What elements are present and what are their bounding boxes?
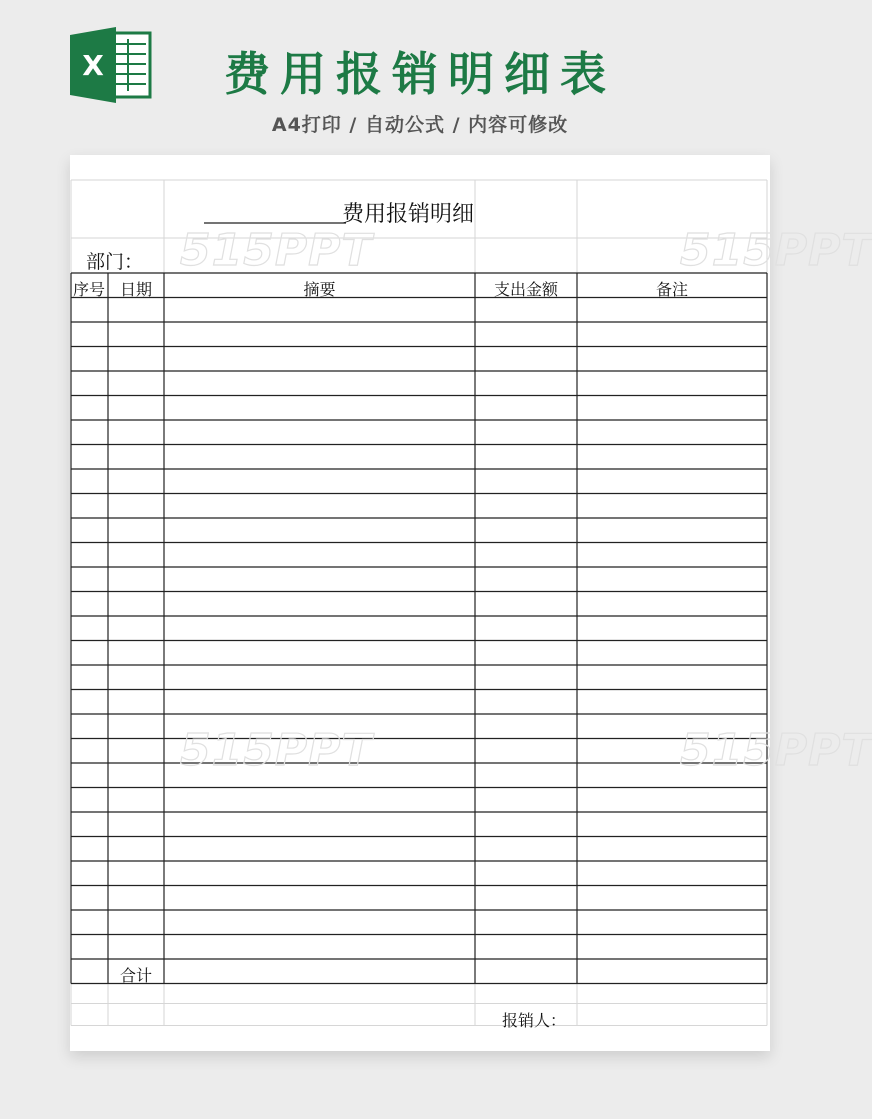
- watermark-top-right: 515PPT: [680, 225, 872, 276]
- column-header-date: 日期: [119, 280, 152, 299]
- excel-icon: [70, 27, 152, 103]
- column-header-remarks: 备注: [655, 280, 688, 299]
- watermark-bottom-right: 515PPT: [680, 725, 872, 776]
- spreadsheet-page: [70, 155, 872, 1051]
- watermark-top-left: 515PPT: [180, 225, 373, 276]
- form-title: 费用报销明细: [342, 202, 475, 227]
- column-header-summary: 摘要: [303, 280, 336, 299]
- column-header-index: 序号: [72, 280, 105, 299]
- reimburser-label: 报销人：: [502, 1011, 567, 1030]
- excel-letter: X: [82, 49, 104, 82]
- total-label: 合计: [119, 966, 152, 985]
- watermark-bottom-left: 515PPT: [180, 725, 373, 776]
- column-header-amount: 支出金额: [493, 280, 558, 299]
- page-subtitle: A4打印 / 自动公式 / 内容可修改: [271, 114, 569, 136]
- department-label: 部门：: [86, 251, 144, 273]
- page-title: 费用报销明细表: [224, 47, 616, 101]
